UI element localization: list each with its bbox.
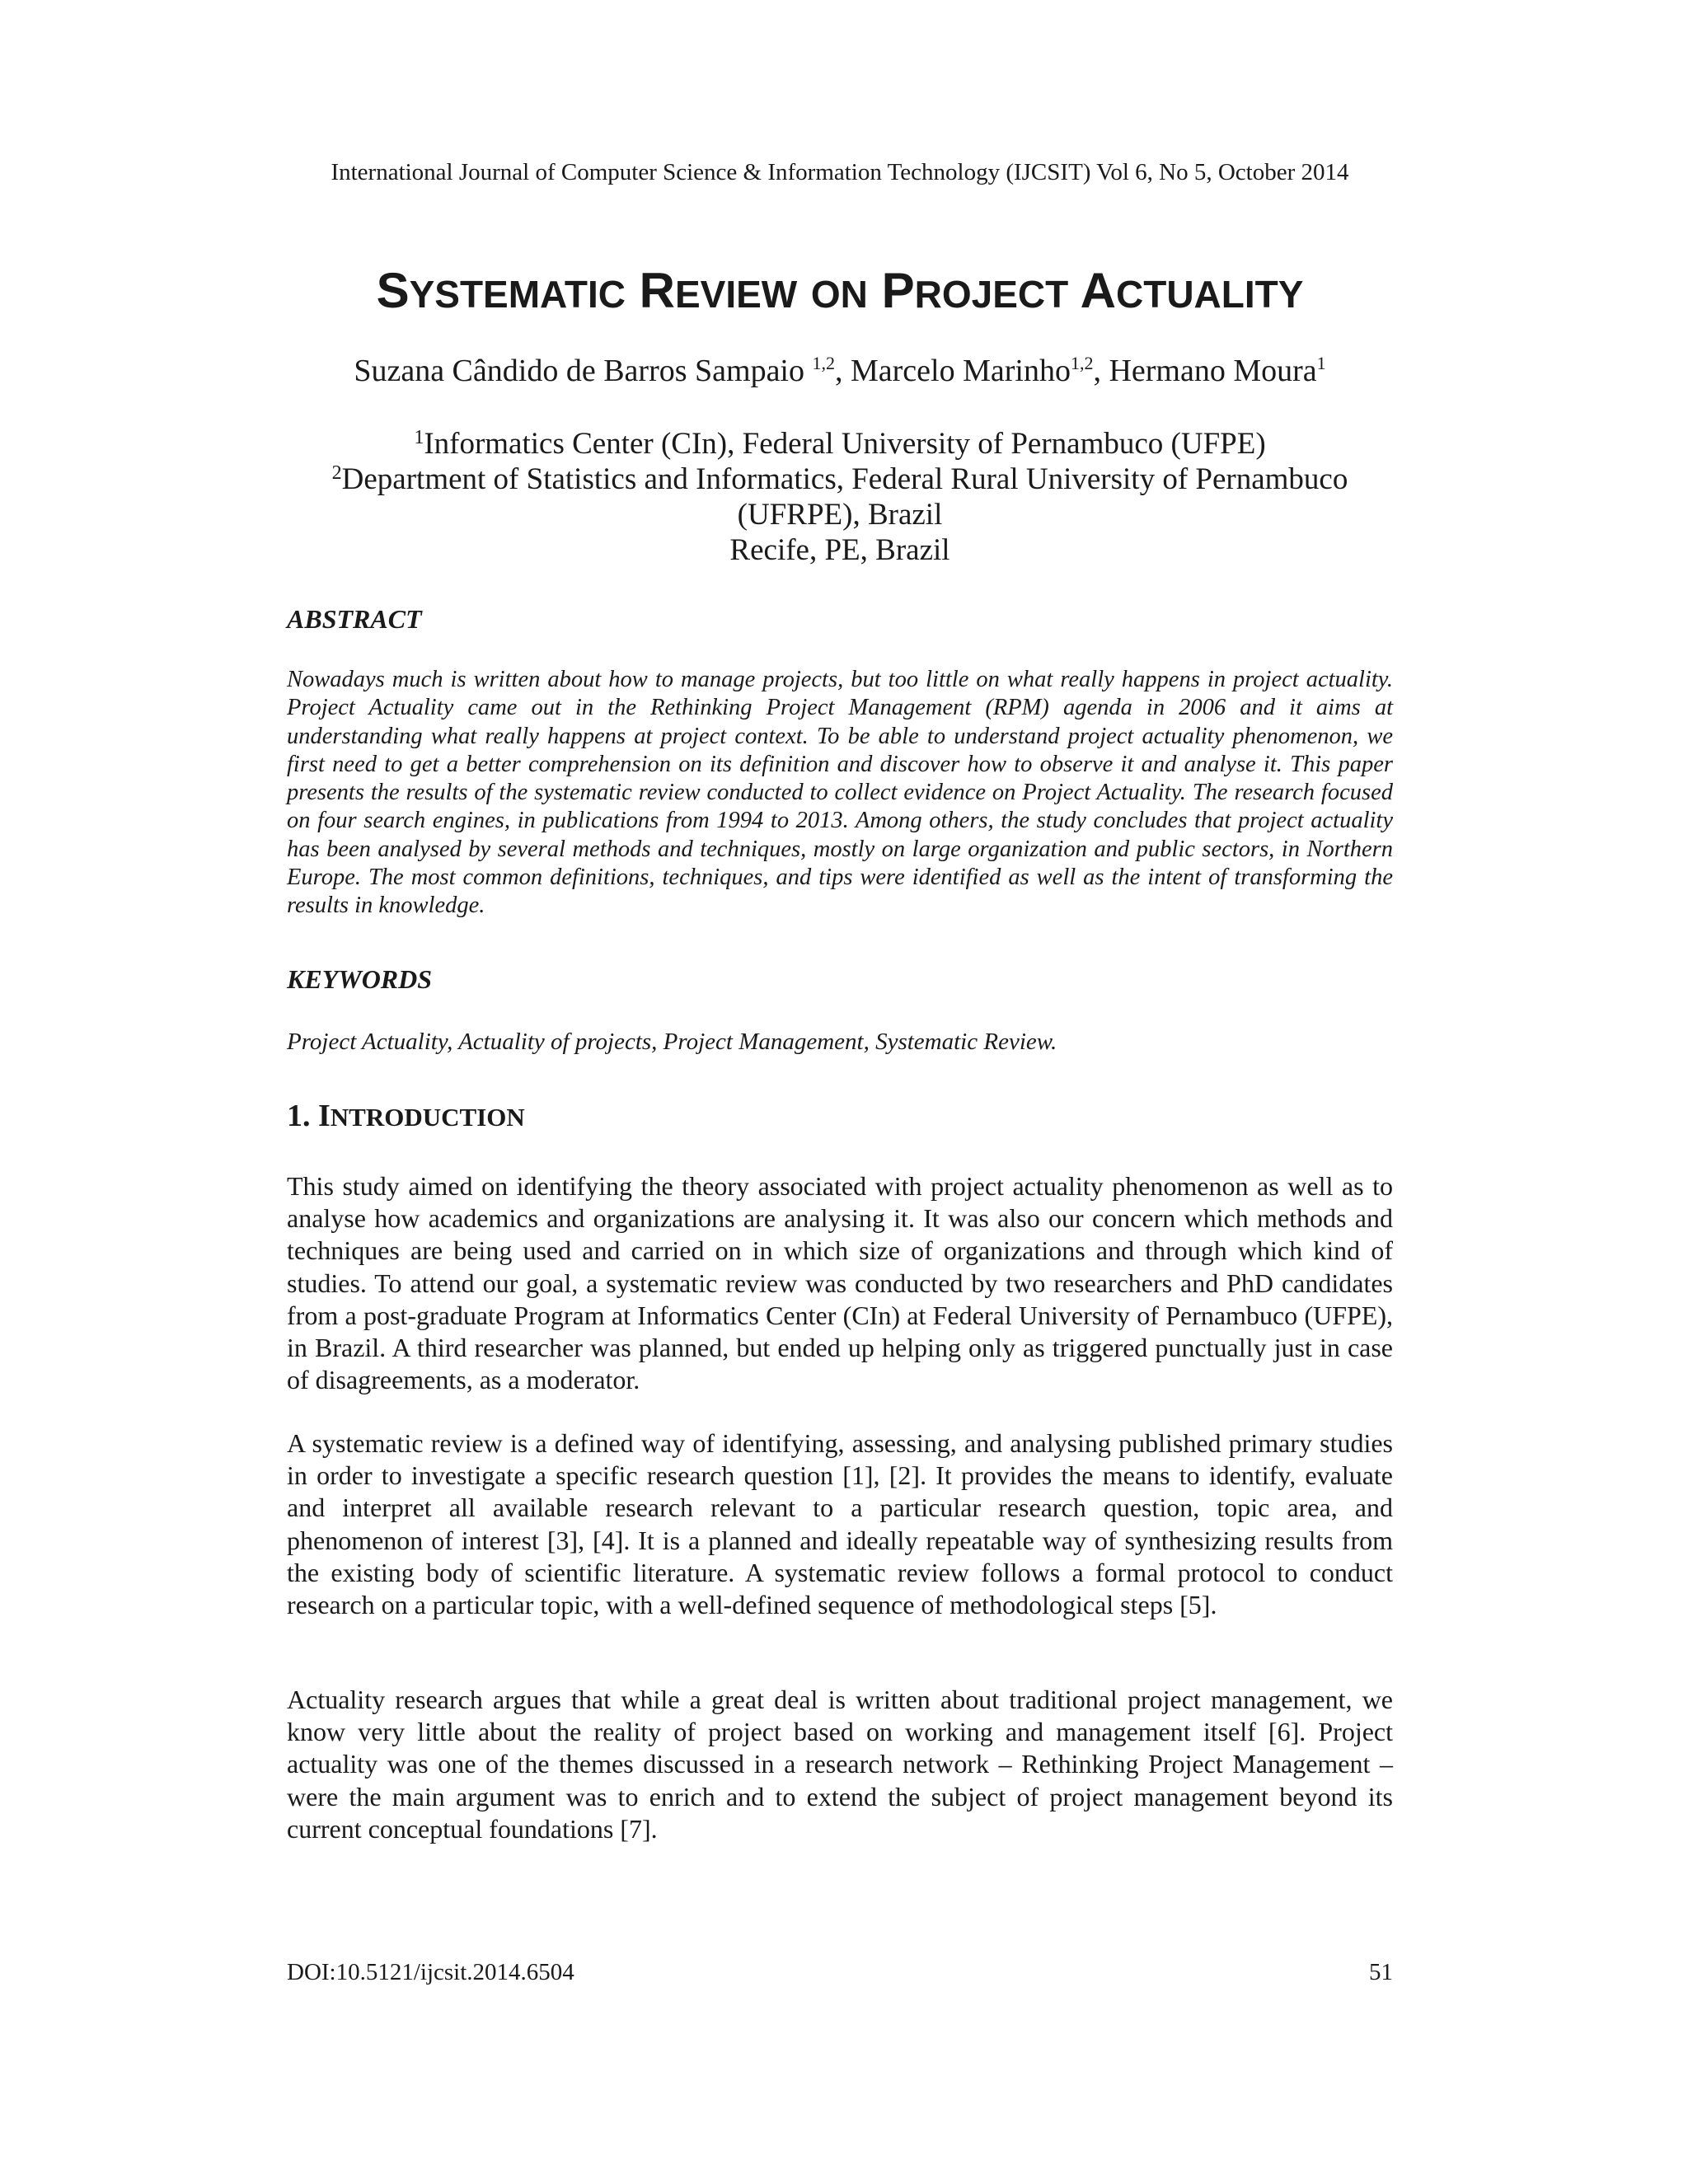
heading-cap: A xyxy=(287,604,305,634)
intro-paragraph-3: Actuality research argues that while a great deal is written about traditional project management, we know very little about the reality of project based on working and management itself [6]. Project actuality was one of the themes discussed in a research network – Rethinking Project Management – were the main argument was to enrich and to extend the subject of project management beyond its current conceptual foundations [7]. xyxy=(287,1685,1393,1844)
author-list xyxy=(287,353,1393,389)
page-number: 51 xyxy=(1369,1959,1393,1985)
author-affiliation-mark: 1,2 xyxy=(812,353,835,373)
title-word-rest: YSTEMATIC xyxy=(409,273,626,316)
keywords-heading xyxy=(287,964,432,995)
heading-cap: K xyxy=(287,964,305,994)
affiliation-line: (UFRPE), Brazil xyxy=(737,498,943,532)
affiliation-line xyxy=(287,426,1393,462)
title-word-rest: CTUALITY xyxy=(1116,273,1304,316)
affiliation-text: Informatics Center (CIn), Federal University of Pernambuco (UFPE) xyxy=(424,427,1266,461)
author-name: , Marcelo Marinho xyxy=(835,354,1071,388)
heading-rest: EYWORDS xyxy=(304,964,433,994)
title-word-rest: ROJECT xyxy=(914,273,1069,316)
author-name: Suzana Cândido de Barros Sampaio xyxy=(354,354,813,388)
title-word-cap: S xyxy=(376,263,410,318)
title-word-cap: R xyxy=(639,263,675,318)
title-word-rest: EVIEW xyxy=(674,273,798,316)
affiliation-mark: 1 xyxy=(414,427,424,448)
heading-rest: NTRODUCTION xyxy=(330,1103,525,1132)
abstract-text: Nowadays much is written about how to manage projects, but too little on what really happens in project actuality. Project Actuality came out in the Rethinking Project Management (RPM) agenda in 2006 and it aims at understanding what really happens at project context. To be able to understand project actuality phenomenon, we first need to get a better comprehension on its definition and discover how to observe it and analyse it. This paper presents the results of the systematic review conducted to collect evidence on Project Actuality. The research focused on four search engines, in publications from 1994 to 2013. Among others, the study concludes that project actuality has been analysed by several methods and techniques, mostly on large organization and public sectors, in Northern Europe. The most common definitions, techniques, and tips were identified as well as the intent of transforming the results in knowledge. xyxy=(287,667,1393,919)
author-affiliation-mark: 1 xyxy=(1316,353,1326,373)
affiliation-line xyxy=(287,462,1393,497)
affiliation-mark: 2 xyxy=(331,462,342,484)
footer-doi: DOI:10.5121/ijcsit.2014.6504 xyxy=(287,1959,574,1985)
keywords-text: Project Actuality, Actuality of projects, Project Management, Systematic Review. xyxy=(287,1029,1057,1055)
abstract-heading xyxy=(287,604,422,635)
author-name: , Hermano Moura xyxy=(1093,354,1317,388)
heading-number: 1. I xyxy=(287,1099,331,1133)
intro-paragraph-2: A systematic review is a defined way of identifying, assessing, and analysing published primary studies in order to investigate a specific research question [1], [2]. It provides the means to identify, evaluate and interpret all available research relevant to a particular research question, topic area, and phenomenon of interest [3], [4]. It is a planned and ideally repeatable way of synthesizing results from the existing body of scientific literature. A systematic review follows a formal protocol to conduct research on a particular topic, with a well-defined sequence of methodological steps [5]. xyxy=(287,1428,1393,1620)
author-affiliation-mark: 1,2 xyxy=(1070,353,1094,373)
paper-title xyxy=(287,262,1393,319)
title-word: ON xyxy=(810,273,868,316)
title-word-cap: P xyxy=(881,263,915,318)
intro-paragraph-1: This study aimed on identifying the theory associated with project actuality phenomenon as well as to analyse how academics and organizations are analysing it. It was also our concern which methods and techniques are being used and carried on in which size of organizations and through which kind of studies. To attend our goal, a systematic review was conducted by two researchers and PhD candidates from a post-graduate Program at Informatics Center (CIn) at Federal University of Pernambuco (UFPE), in Brazil. A third researcher was planned, but ended up helping only as triggered punctually just in case of disagreements, as a moderator. xyxy=(287,1171,1393,1395)
heading-rest: BSTRACT xyxy=(304,604,422,634)
title-word-cap: A xyxy=(1080,263,1116,318)
introduction-heading xyxy=(287,1098,525,1134)
running-header: International Journal of Computer Science & Information Technology (IJCSIT) Vol 6, No 5, October 2014 xyxy=(331,159,1349,185)
affiliation-line: Recife, PE, Brazil xyxy=(729,533,950,567)
affiliation-text: Department of Statistics and Informatics, Federal Rural University of Pernambuco xyxy=(341,462,1348,496)
